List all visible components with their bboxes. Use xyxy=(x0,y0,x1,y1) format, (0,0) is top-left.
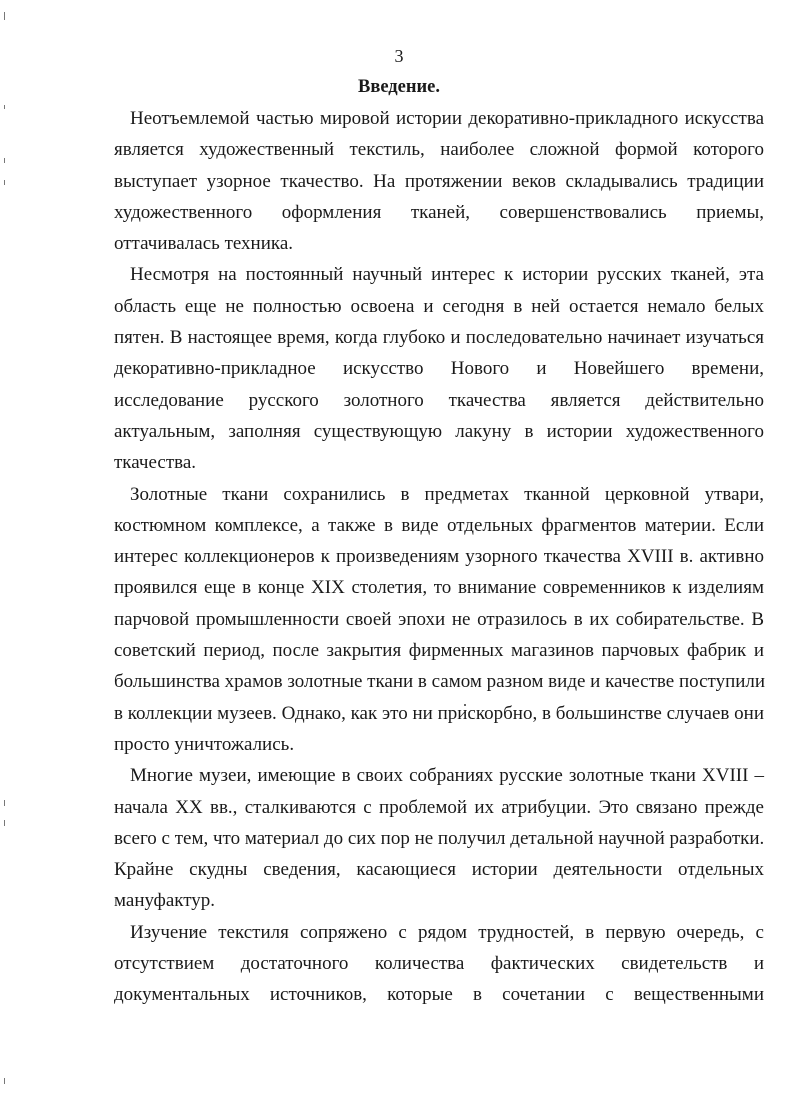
text-line: исследование русского золотного ткачества является действительно xyxy=(114,389,764,411)
text-line: проявился еще в конце XIX столетия, то внимание современников к изделиям xyxy=(114,577,764,599)
paragraph xyxy=(114,760,764,916)
paragraph xyxy=(114,917,764,1011)
text-line: в коллекции музеев. Однако, как это ни прискорбно, в большинстве случаев они xyxy=(114,702,764,724)
paragraph xyxy=(114,103,764,259)
text-line: всего с тем, что материал до сих пор не получил детальной научной разработки. xyxy=(114,827,765,849)
text-line: Неотъемлемой частью мировой истории декоративно-прикладного искусства xyxy=(130,108,764,129)
section-heading: Введение. xyxy=(357,77,441,97)
text-line: оттачивалась техника. xyxy=(114,233,294,255)
text-line: костюмном комплексе, а также в виде отдельных фрагментов материи. Если xyxy=(114,514,764,536)
text-line: большинства храмов золотные ткани в самом разном виде и качестве поступили xyxy=(114,671,766,693)
text-line: область еще не полностью освоена и сегодня в ней остается немало белых xyxy=(114,295,764,317)
page-number: 3 xyxy=(394,46,404,66)
scan-margin-mark xyxy=(4,1078,8,1084)
text-line: Крайне скудны сведения, касающиеся истории деятельности отдельных xyxy=(114,859,764,881)
scan-margin-mark xyxy=(4,180,8,185)
text-line: парчовой промышленности своей эпохи не отразилось в их собирательстве. В xyxy=(114,608,764,630)
text-line: декоративно-прикладное искусство Нового и Новейшего времени, xyxy=(114,358,764,380)
body-text xyxy=(114,103,764,1011)
text-line: отсутствием достаточного количества фактических свидетельств и xyxy=(114,953,764,975)
paragraph xyxy=(114,259,764,478)
text-line: документальных источников, которые в сочетании с вещественными xyxy=(114,984,764,1006)
text-line: начала XX вв., сталкиваются с проблемой их атрибуции. Это связано прежде xyxy=(114,796,764,818)
scan-margin-mark xyxy=(4,820,8,826)
scan-margin-mark xyxy=(4,158,8,163)
text-line: Несмотря на постоянный научный интерес к истории русских тканей, эта xyxy=(130,264,764,286)
text-line: ткачества. xyxy=(114,452,197,474)
text-line: просто уничтожались. xyxy=(114,733,295,755)
paragraph xyxy=(114,479,764,761)
text-line: актуальным, заполняя существующую лакуну в истории художественного xyxy=(114,420,764,442)
scan-margin-mark xyxy=(4,800,8,806)
scan-margin-mark xyxy=(4,12,8,20)
text-line: является художественный текстиль, наиболее сложной формой которого xyxy=(114,139,764,161)
text-line: советский период, после закрытия фирменных магазинов парчовых фабрик и xyxy=(114,640,764,662)
text-line: мануфактур. xyxy=(114,890,216,912)
text-line: Золотные ткани сохранились в предметах тканной церковной утвари, xyxy=(130,483,764,505)
text-line: пятен. В настоящее время, когда глубоко и последовательно начинает изучаться xyxy=(114,327,764,349)
text-line: интерес коллекционеров к произведениям узорного ткачества XVIII в. активно xyxy=(114,546,764,568)
scan-margin-mark xyxy=(4,105,8,109)
text-line: художественного оформления тканей, совершенствовались приемы, xyxy=(114,201,764,223)
text-line: Многие музеи, имеющие в своих собраниях русские золотные ткани XVIII – xyxy=(130,765,764,787)
text-line: выступает узорное ткачество. На протяжении веков складывались традиции xyxy=(114,170,764,192)
text-line: Изучение текстиля сопряжено с рядом трудностей, в первую очередь, с xyxy=(130,921,764,943)
